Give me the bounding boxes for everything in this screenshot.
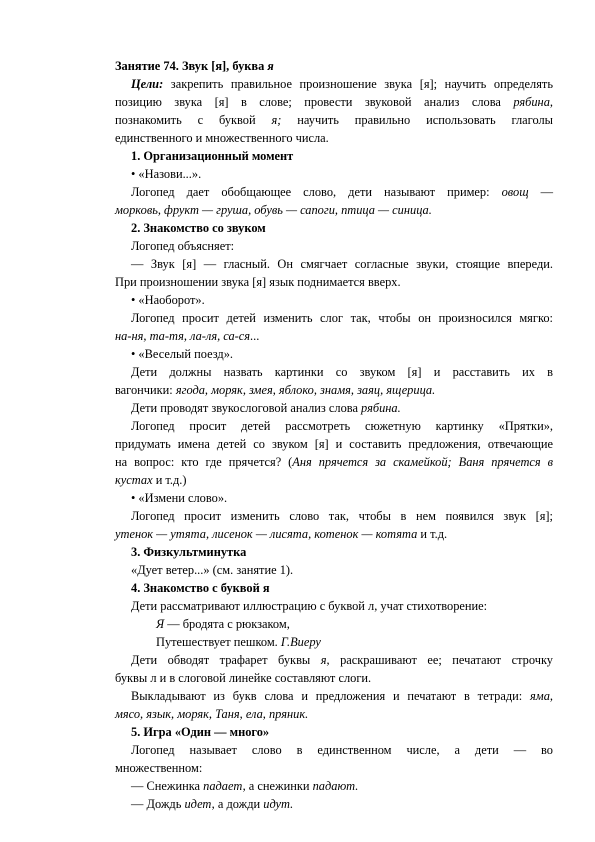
text-run: Дети должны назвать картинки со звуком [я] и расставить их в — [131, 365, 553, 379]
text-line — [115, 436, 553, 453]
text-run: Логопед называет слово в единственном числе, а дети — во — [131, 743, 553, 757]
text-run: • «Измени слово». — [131, 491, 228, 505]
text-line — [131, 310, 553, 327]
text-run: • «Назови...». — [131, 167, 202, 181]
text-line — [115, 202, 553, 219]
text-run: идет, — [184, 797, 215, 811]
text-run: вагончики: — [115, 383, 176, 397]
text-line — [115, 130, 553, 147]
text-line — [115, 472, 553, 489]
text-line — [131, 508, 553, 525]
text-run: 3. Физкультминутка — [131, 545, 247, 559]
text-line — [131, 742, 553, 759]
text-run: буквы л и в слоговой линейке составляют слоги. — [115, 671, 372, 685]
text-line — [131, 238, 553, 255]
text-run: падают. — [312, 779, 359, 793]
text-run: Логопед просит детей рассмотреть сюжетную картинку «Прятки», — [131, 419, 553, 433]
text-run: идут. — [263, 797, 294, 811]
text-run: научить правильно использовать глаголы — [281, 113, 553, 127]
text-run: 4. Знакомство с буквой я — [131, 581, 270, 595]
text-line — [131, 652, 553, 669]
text-run: рябина. — [361, 401, 401, 415]
text-run: — — [528, 185, 553, 199]
text-run: Занятие 74. Звук [я], буква — [115, 59, 268, 73]
text-run: — бродята с рюкзаком, — [164, 617, 290, 631]
text-line — [131, 490, 553, 507]
text-run: Я — [156, 617, 165, 631]
text-line — [115, 526, 553, 543]
text-run: Выкладывают из букв слова и предложения и печатают в тетради: — [131, 689, 531, 703]
text-run: 2. Знакомство со звуком — [131, 221, 266, 235]
text-run: и т.д.) — [152, 473, 187, 487]
text-run: утенок — утята, лисенок — лисята, котенок — котята — [115, 527, 418, 541]
text-run: яма, — [530, 689, 553, 703]
text-line — [115, 112, 553, 129]
text-run: Логопед объясняет: — [131, 239, 235, 253]
text-run: — Дождь — [131, 797, 185, 811]
text-run: Логопед просит изменить слово так, чтобы в нем появился звук [я]; — [131, 509, 553, 523]
text-line — [131, 688, 553, 705]
text-run: • «Веселый поезд». — [131, 347, 233, 361]
text-line — [115, 670, 553, 687]
text-run: Дети обводят трафарет буквы — [131, 653, 321, 667]
text-line — [131, 580, 553, 597]
text-run: Аня прячется за скамейкой; Ваня прячется в — [292, 455, 553, 469]
text-line — [115, 274, 553, 291]
text-line — [131, 76, 553, 93]
text-run: рябина, — [513, 95, 553, 109]
text-line — [156, 634, 553, 651]
text-run: а снежинки — [245, 779, 313, 793]
text-line — [131, 292, 553, 309]
text-run: а дожди — [214, 797, 264, 811]
text-run: на-ня, та-тя, ла-ля, са-ся — [115, 329, 251, 343]
text-line — [131, 544, 553, 561]
text-run: ягода, моряк, змея, яблоко, знамя, заяц, ящерица. — [175, 383, 436, 397]
text-line — [131, 778, 553, 795]
text-line — [131, 166, 553, 183]
text-line — [131, 400, 553, 417]
text-line — [115, 706, 553, 723]
text-line — [131, 346, 553, 363]
text-line — [131, 184, 553, 201]
text-line — [156, 616, 553, 633]
text-line — [131, 418, 553, 435]
text-run: раскрашивают ее; печатают строчку — [329, 653, 553, 667]
text-run: Цели: — [131, 77, 164, 91]
text-run: я; — [271, 113, 282, 127]
text-line — [131, 598, 553, 615]
text-line — [131, 796, 553, 813]
text-line — [115, 454, 553, 471]
text-run: При произношении звука [я] язык поднимается вверх. — [115, 275, 401, 289]
text-run: я — [267, 59, 274, 73]
text-run: — Звук [я] — гласный. Он смягчает согласные звуки, стоящие впереди. — [131, 257, 553, 271]
text-run: «Дует ветер...» (см. занятие 1). — [131, 563, 294, 577]
text-line — [131, 148, 553, 165]
text-run: Путешествует пешком. — [156, 635, 281, 649]
text-line — [115, 760, 553, 777]
text-line — [131, 364, 553, 381]
text-run: ... — [250, 329, 260, 343]
text-run: овощ — [501, 185, 529, 199]
text-line — [131, 220, 553, 237]
text-run: Логопед дает обобщающее слово, дети называют пример: — [131, 185, 502, 199]
text-run: и т.д. — [417, 527, 448, 541]
text-run: 5. Игра «Один — много» — [131, 725, 270, 739]
text-run: познакомить с буквой — [115, 113, 272, 127]
text-run: Логопед просит детей изменить слог так, чтобы он произносился мягко: — [131, 311, 553, 325]
text-run: падает, — [203, 779, 246, 793]
text-run: Г.Виеру — [280, 635, 321, 649]
text-run: множественном: — [115, 761, 203, 775]
text-run: придумать имена детей со звуком [я] и составить предложения, отвечающие — [115, 437, 553, 451]
text-run: позицию звука [я] в слове; провести звуковой анализ слова — [115, 95, 514, 109]
text-run: кустах — [115, 473, 153, 487]
text-run: • «Наоборот». — [131, 293, 205, 307]
text-line — [115, 328, 553, 345]
text-line — [115, 58, 553, 75]
text-run: Дети рассматривают иллюстрацию с буквой л, учат стихотворение: — [131, 599, 488, 613]
text-run: — Снежинка — [131, 779, 204, 793]
text-line — [115, 94, 553, 111]
text-line — [115, 382, 553, 399]
text-line — [131, 724, 553, 741]
text-run: мясо, язык, моряк, Таня, ела, пряник. — [115, 707, 309, 721]
text-run: на вопрос: кто где прячется? ( — [115, 455, 293, 469]
text-run: закрепить правильное произношение звука [я]; научить определять — [163, 77, 553, 91]
text-line — [131, 562, 553, 579]
text-line — [131, 256, 553, 273]
text-run: 1. Организационный момент — [131, 149, 294, 163]
text-run: я, — [320, 653, 330, 667]
text-run: единственного и множественного числа. — [115, 131, 329, 145]
text-run: морковь, фрукт — груша, обувь — сапоги, птица — синица. — [115, 203, 432, 217]
text-run: Дети проводят звукослоговой анализ слова — [131, 401, 362, 415]
